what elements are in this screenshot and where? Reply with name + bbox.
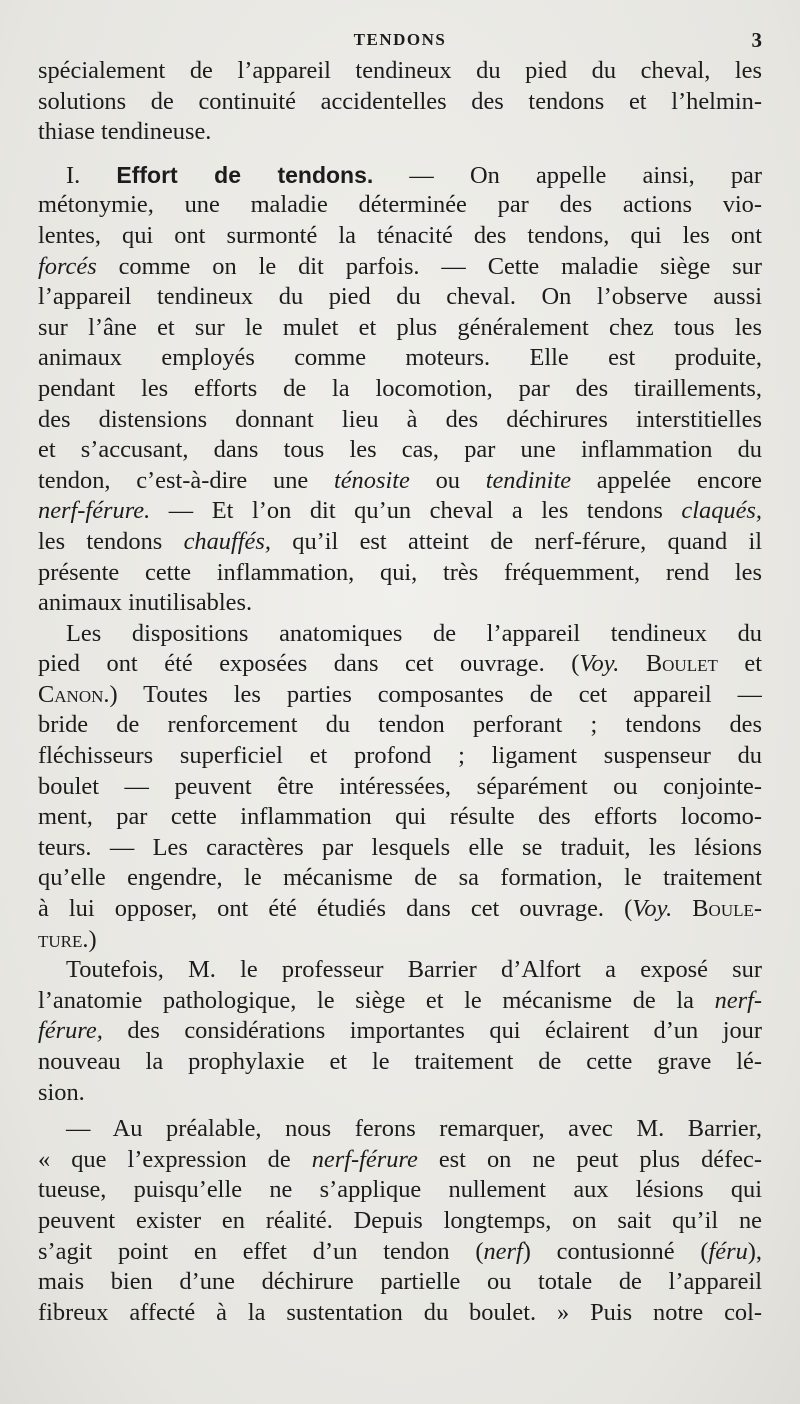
body-text <box>38 56 762 1328</box>
text-line: sur l’âne et sur le mulet et plus généralement chez tous les <box>38 313 762 341</box>
text-line: bride de renforcement du tendon perforant ; tendons des <box>38 711 762 739</box>
text-line: lentes, qui ont surmonté la ténacité des tendons, qui les ont <box>38 221 762 249</box>
text-line: sion. <box>38 1078 85 1106</box>
text-line: l’anatomie pathologique, le siège et le mécanisme de la nerf- <box>38 986 762 1014</box>
text-line: pied ont été exposées dans cet ouvrage. (Voy. Boulet et <box>38 650 762 678</box>
text-line: fléchisseurs superficiel et profond ; ligament suspenseur du <box>38 742 762 770</box>
text-line: animaux employés comme moteurs. Elle est produite, <box>38 344 762 372</box>
text-line: « que l’expression de nerf-férure est on ne peut plus défec- <box>38 1145 762 1173</box>
section-effort-de-tendons <box>38 160 762 619</box>
text-line: les tendons chauffés, qu’il est atteint de nerf-férure, quand il <box>38 527 762 555</box>
text-line: ture.) <box>38 925 97 953</box>
text-line: à lui opposer, ont été étudiés dans cet ouvrage. (Voy. Boule- <box>38 895 762 923</box>
small-caps-ref: Boule- <box>672 895 762 923</box>
section-number: I. <box>66 161 81 189</box>
text-line: teurs. — Les caractères par lesquels elle se traduit, les lésions <box>38 833 762 861</box>
text-line: thiase tendineuse. <box>38 118 212 146</box>
text-line: présente cette inflammation, qui, très fréquemment, rend les <box>38 558 762 586</box>
small-caps-ref: Canon. <box>38 680 110 708</box>
italic-term: tendinite <box>485 466 572 494</box>
running-header <box>38 30 762 56</box>
paragraph-dispositions <box>38 619 762 956</box>
italic-term: nerf <box>483 1237 523 1265</box>
page-number: 3 <box>751 28 762 52</box>
text-line: Toutefois, M. le professeur Barrier d’Alfort a exposé sur <box>66 956 762 984</box>
italic-term: férure, <box>38 1017 103 1045</box>
text-line: spécialement de l’appareil tendineux du pied du cheval, les <box>38 57 762 84</box>
text-line: forcés comme on le dit parfois. — Cette maladie siège sur <box>38 252 762 280</box>
text-span: — On appelle ainsi, par <box>373 161 762 189</box>
italic-term: nerf-férure. <box>38 497 151 525</box>
italic-term: forcés <box>38 252 97 280</box>
text-line: métonymie, une maladie déterminée par des actions vio- <box>38 191 762 219</box>
section-heading-line <box>38 160 762 191</box>
text-line: Les dispositions anatomiques de l’appareil tendineux du <box>66 619 762 647</box>
text-line: boulet — peuvent être intéressées, séparément ou conjointe- <box>38 772 762 800</box>
text-line: tendon, c’est-à-dire une ténosite ou tendinite appelée encore <box>38 466 762 494</box>
text-line: qu’elle engendre, le mécanisme de sa formation, le traitement <box>38 864 762 892</box>
text-line: des distensions donnant lieu à des déchirures interstitielles <box>38 405 762 433</box>
text-line: ment, par cette inflammation qui résulte des efforts locomo- <box>38 803 762 831</box>
text-line: et s’accusant, dans tous les cas, par une inflammation du <box>38 436 762 464</box>
small-caps-ref: Boulet <box>619 650 718 678</box>
text-line: nerf-férure. — Et l’on dit qu’un cheval a les tendons claqués, <box>38 497 762 525</box>
text-line: peuvent exister en réalité. Depuis longtemps, on sait qu’il ne <box>38 1206 762 1234</box>
italic-term: ténosite <box>333 466 410 494</box>
text-line: solutions de continuité accidentelles des tendons et l’helmin- <box>38 87 762 115</box>
paragraph-prealable <box>38 1114 762 1328</box>
text-line: s’agit point en effet d’un tendon (nerf) contusionné (féru), <box>38 1237 762 1265</box>
text-line: tueuse, puisqu’elle ne s’applique nullement aux lésions qui <box>38 1176 762 1204</box>
italic-term: nerf- <box>714 986 762 1014</box>
italic-ref: Voy. <box>632 895 673 923</box>
italic-term: féru <box>708 1237 748 1265</box>
running-title: TENDONS <box>353 30 447 49</box>
text-line: animaux inutilisables. <box>38 589 253 617</box>
italic-ref: Voy. <box>579 650 620 678</box>
text-line: fibreux affecté à la sustentation du boulet. » Puis notre col- <box>38 1298 762 1326</box>
paragraph-intro-end <box>38 56 762 148</box>
text-line: Canon.) Toutes les parties composantes de cet appareil — <box>38 680 762 708</box>
text-line: pendant les efforts de la locomotion, par des tiraillements, <box>38 374 762 402</box>
section-title: Effort de tendons. <box>116 161 374 188</box>
text-line: — Au préalable, nous ferons remarquer, avec M. Barrier, <box>66 1115 762 1143</box>
italic-term: chauffés, <box>183 527 271 555</box>
italic-term: claqués, <box>681 497 762 525</box>
paragraph-barrier <box>38 955 762 1108</box>
italic-term: nerf-férure <box>311 1145 418 1173</box>
text-line: l’appareil tendineux du pied du cheval. On l’observe aussi <box>38 283 762 311</box>
text-line: mais bien d’une déchirure partielle ou totale de l’appareil <box>38 1268 762 1296</box>
text-line: férure, des considérations importantes qui éclairent d’un jour <box>38 1017 762 1045</box>
text-line: nouveau la prophylaxie et le traitement de cette grave lé- <box>38 1048 762 1075</box>
